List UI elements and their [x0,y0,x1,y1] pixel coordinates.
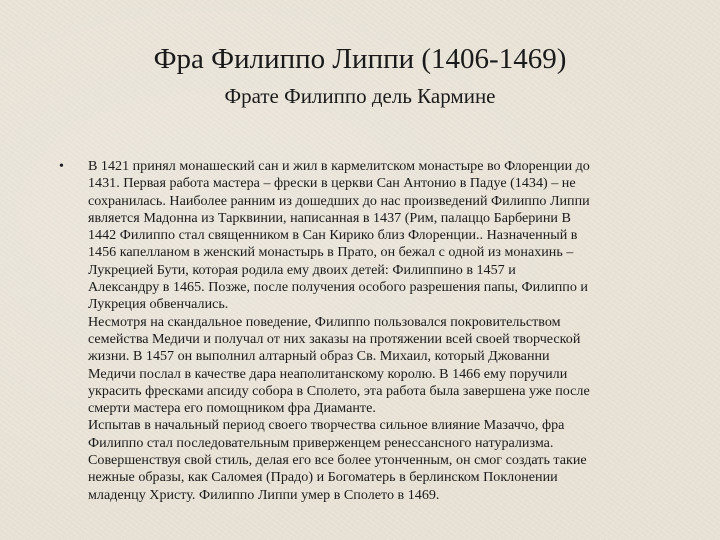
body-line: Испытав в начальный период своего творчества сильное влияние Мазаччо, фра [88,417,565,434]
slide-subtitle: Фрате Филиппо дель Кармине [224,84,496,108]
body-line: Медичи послал в качестве дара неаполитанскому королю. В 1466 ему поручили [88,365,568,382]
bullet-marker: • [59,159,64,174]
slide-title: Фра Филиппо Липпи (1406-1469) [153,43,567,75]
body-line: 1431. Первая работа мастера – фрески в церкви Сан Антонио в Падуе (1434) – не [88,175,576,192]
body-line: 1442 Филиппо стал священником в Сан Кирико близ Флоренции.. Назначенный в [88,227,578,244]
body-line: семейства Медичи и получал от них заказы на протяжении всей своей творческой [88,330,581,347]
body-text [88,158,672,504]
body-line: 1456 капелланом в женский монастырь в Прато, он бежал с одной из монахинь – [88,244,574,261]
body-line: Филиппо стал последовательным приверженцем ренессансного натурализма. [88,434,554,451]
body-line: Лукрецией Бути, которая родила ему двоих детей: Филиппино в 1457 и [88,261,516,278]
body-line: сохранилась. Наиболее ранним из дошедших до нас произведений Филиппо Липпи [88,192,590,209]
body-line: В 1421 принял монашеский сан и жил в кармелитском монастыре во Флоренции до [88,158,590,174]
body-line: нежные образы, как Саломея (Прадо) и Богоматерь в берлинском Поклонении [88,469,558,486]
body-line: украсить фресками апсиду собора в Сполето, эта работа была завершена уже после [88,382,590,399]
body-line: младенцу Христу. Филиппо Липпи умер в Сполето в 1469. [88,486,440,503]
body-line: Несмотря на скандальное поведение, Филиппо пользовался покровительством [88,313,561,330]
body-line: является Мадонна из Тарквинии, написанная в 1437 (Рим, палаццо Барберини В [88,209,571,226]
body-line: Лукреция обвенчались. [88,296,229,313]
body-line: смерти мастера его помощником фра Диаманте. [88,400,376,417]
body-line: Совершенствуя свой стиль, делая его все более утонченным, он смог создать такие [88,452,587,469]
body-line: жизни. В 1457 он выполнил алтарный образ Св. Михаил, который Джованни [88,348,550,365]
body-line: Александру в 1465. Позже, после получения особого разрешения папы, Филиппо и [88,279,588,296]
